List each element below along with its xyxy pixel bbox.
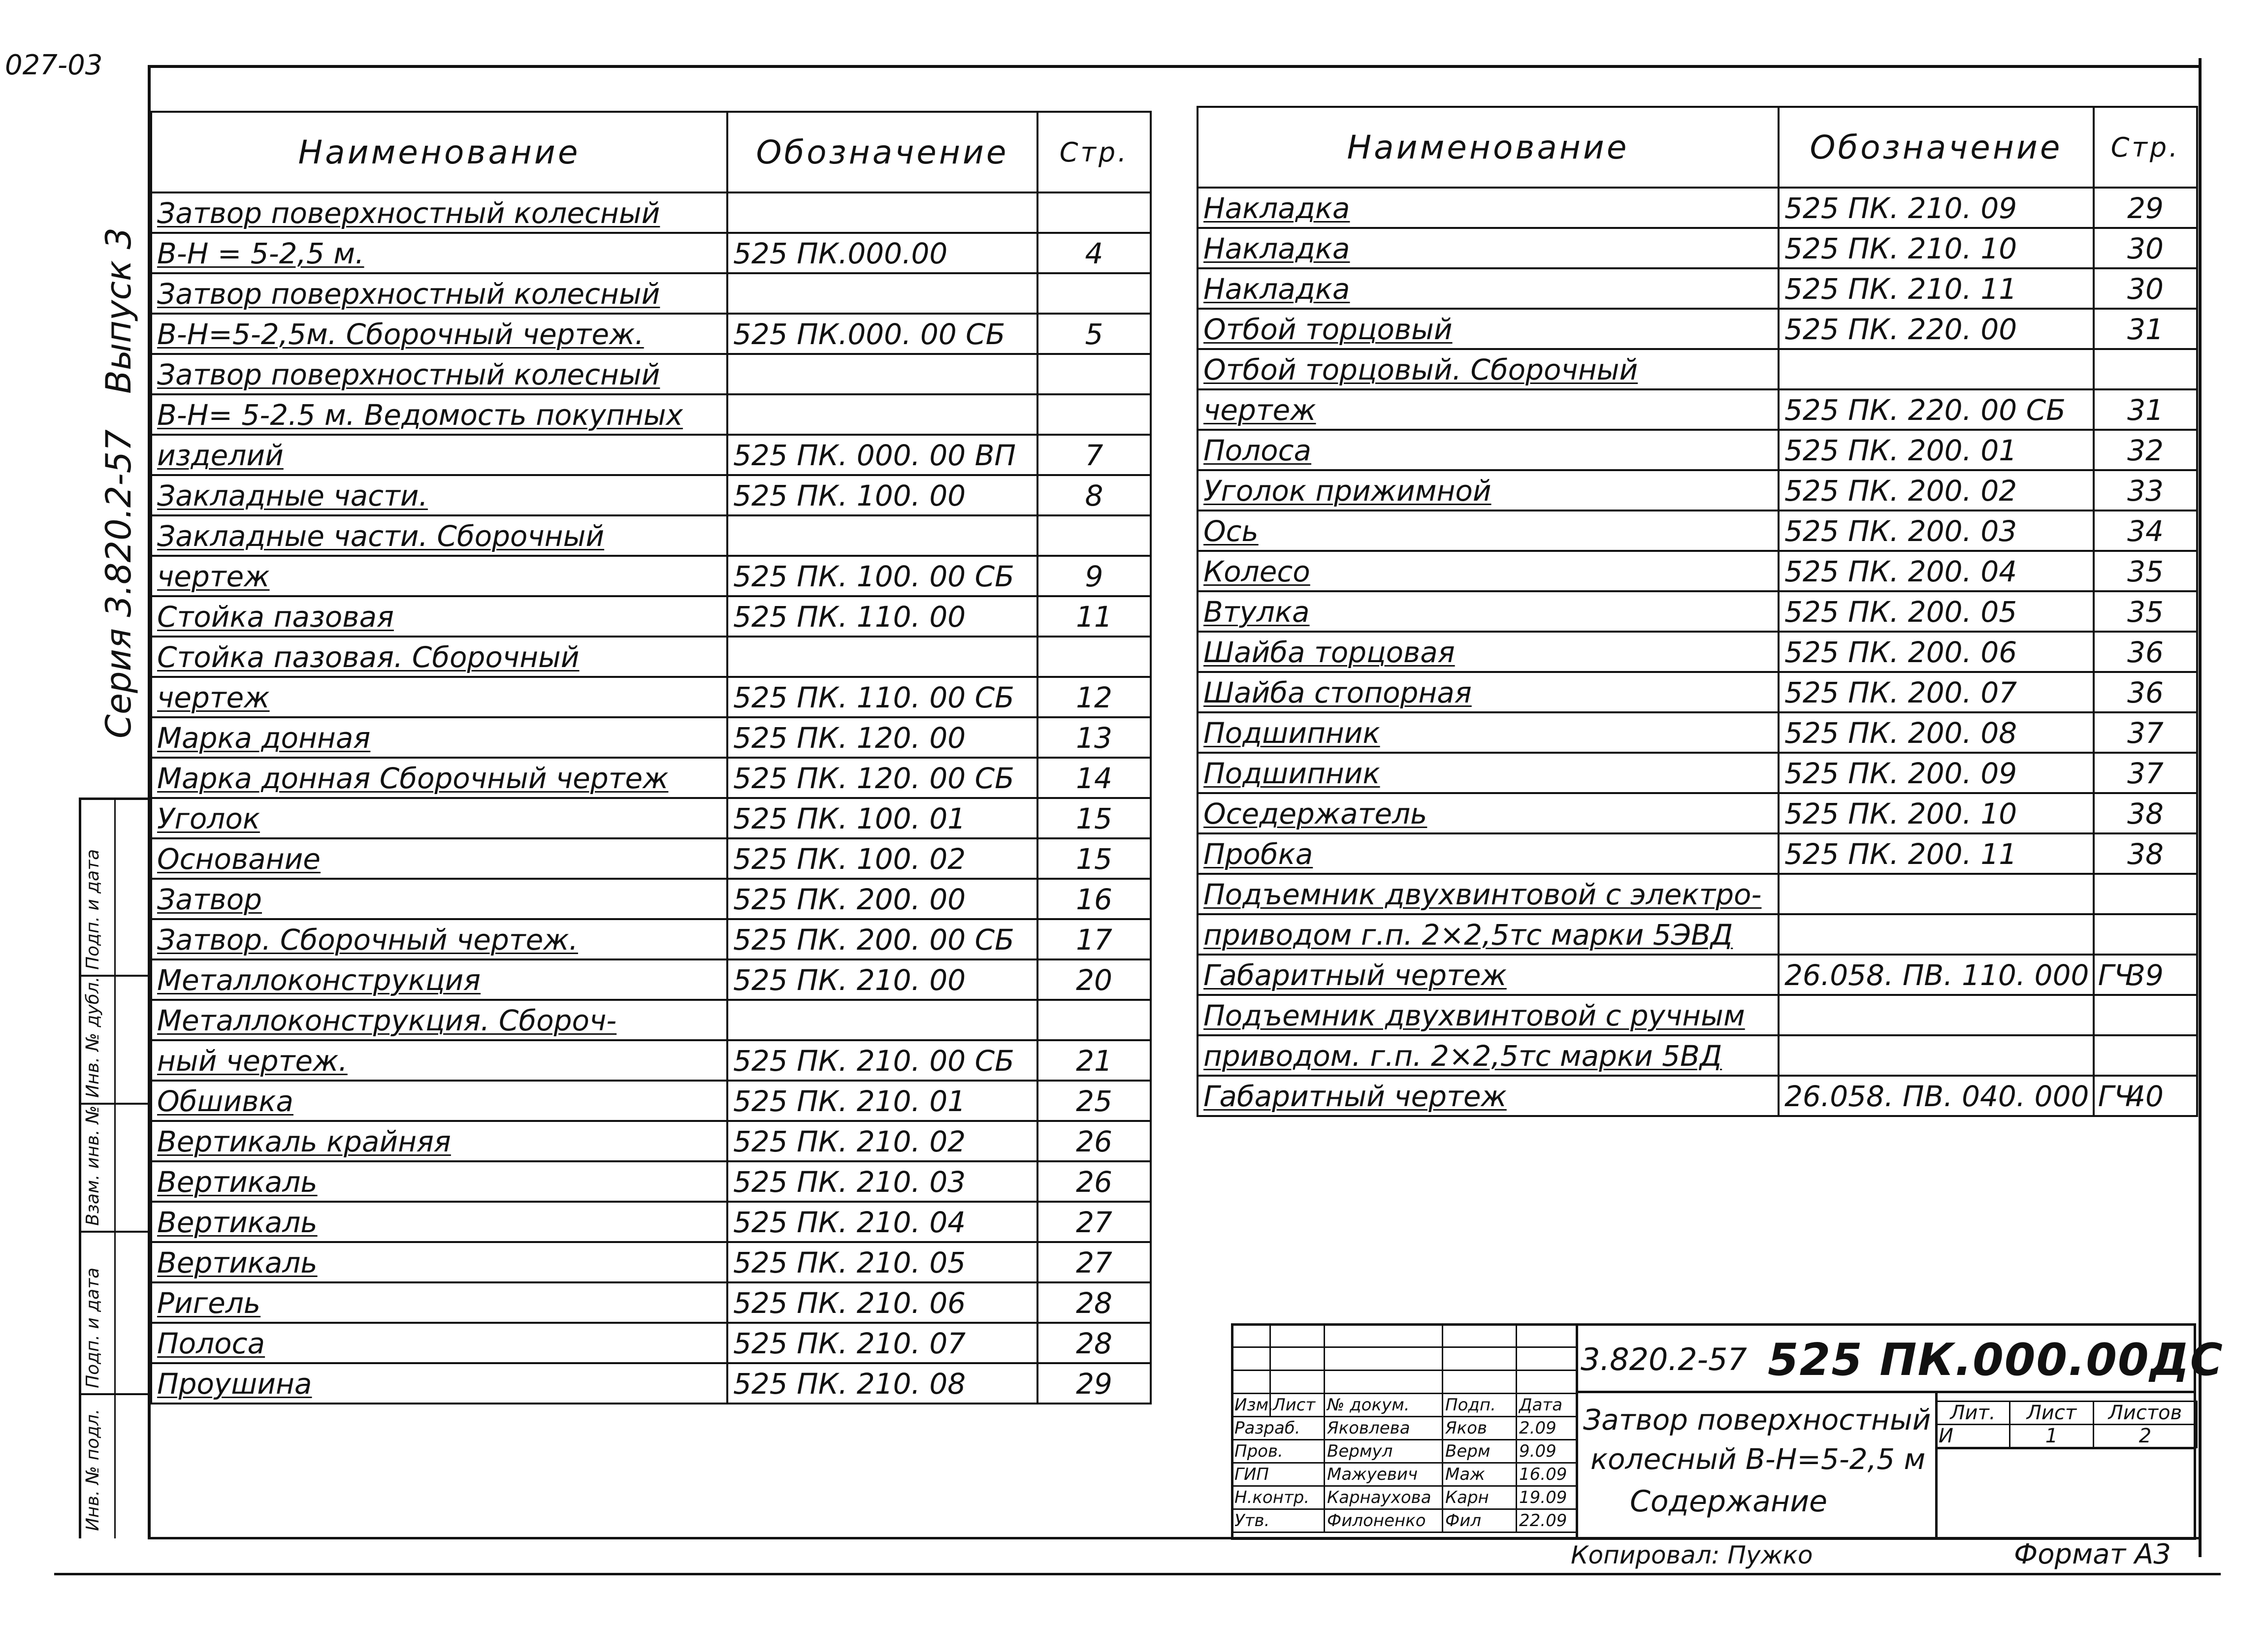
table-row bbox=[151, 798, 1151, 838]
stamp-date: 9.09 bbox=[1517, 1440, 1577, 1463]
series-code: 3.820.2-57 bbox=[1581, 1341, 1747, 1377]
row-name: Подъемник двухвинтовой с электро- bbox=[1198, 874, 1779, 914]
stamp-signature: Верм bbox=[1443, 1440, 1517, 1463]
row-name: Вертикаль крайняя bbox=[151, 1121, 727, 1161]
row-designation: 525 ПК. 200. 06 bbox=[1779, 632, 2094, 672]
row-name: Вертикаль bbox=[151, 1242, 727, 1282]
stamp-col-header: Подп. bbox=[1443, 1394, 1517, 1417]
row-page bbox=[1037, 354, 1151, 394]
table-row bbox=[151, 192, 1151, 233]
row-name: Пробка bbox=[1198, 833, 1779, 874]
row-name: Обшивка bbox=[151, 1081, 727, 1121]
row-designation bbox=[727, 273, 1037, 314]
sheets-value: 2 bbox=[2094, 1425, 2197, 1448]
table-row bbox=[151, 637, 1151, 677]
table-row bbox=[151, 677, 1151, 717]
table-row bbox=[1198, 268, 2197, 309]
table-row bbox=[1198, 228, 2197, 268]
title-divider-v bbox=[1576, 1323, 1578, 1540]
table-row bbox=[151, 1202, 1151, 1242]
stamp-col-header: Дата bbox=[1517, 1394, 1577, 1417]
table-row bbox=[1198, 833, 2197, 874]
sheet-info-grid bbox=[1935, 1401, 2198, 1448]
table-row bbox=[1198, 632, 2197, 672]
table-row bbox=[1198, 753, 2197, 793]
row-designation: 525 ПК. 210. 11 bbox=[1779, 268, 2094, 309]
row-name: Подъемник двухвинтовой с ручным bbox=[1198, 995, 1779, 1035]
table-row bbox=[151, 959, 1151, 1000]
lit-label: Лит. bbox=[1936, 1402, 2010, 1425]
row-name: Подшипник bbox=[1198, 753, 1779, 793]
table-row bbox=[1198, 712, 2197, 753]
row-designation bbox=[1779, 874, 2094, 914]
row-designation: 525 ПК. 100. 02 bbox=[727, 838, 1037, 879]
row-page: 27 bbox=[1037, 1242, 1151, 1282]
row-page: 15 bbox=[1037, 798, 1151, 838]
row-name: Ось bbox=[1198, 511, 1779, 551]
row-designation: 26.058. ПВ. 040. 000 ГЧ bbox=[1779, 1076, 2094, 1116]
header-page: Стр. bbox=[2094, 107, 2197, 188]
row-name: Колесо bbox=[1198, 551, 1779, 591]
row-page: 36 bbox=[2094, 672, 2197, 712]
row-designation: 525 ПК. 210. 07 bbox=[727, 1323, 1037, 1363]
table-row bbox=[151, 1323, 1151, 1363]
side-stamp-cell: Подп. и дата bbox=[83, 849, 103, 970]
row-designation: 525 ПК. 210. 06 bbox=[727, 1282, 1037, 1323]
table-row bbox=[151, 1363, 1151, 1404]
title-line-1: Затвор поверхностный bbox=[1583, 1403, 1931, 1436]
row-designation: 525 ПК. 200. 03 bbox=[1779, 511, 2094, 551]
frame-top bbox=[148, 65, 2201, 68]
row-page: 34 bbox=[2094, 511, 2197, 551]
row-name: Затвор. Сборочный чертеж. bbox=[151, 919, 727, 959]
row-designation: 525 ПК. 200. 04 bbox=[1779, 551, 2094, 591]
row-designation: 525 ПК. 210. 02 bbox=[727, 1121, 1037, 1161]
row-name: Закладные части. bbox=[151, 475, 727, 515]
row-name: приводом г.п. 2×2,5тс марки 5ЭВД bbox=[1198, 914, 1779, 955]
row-name: В-Н = 5-2,5 м. bbox=[151, 233, 727, 273]
row-page bbox=[2094, 349, 2197, 389]
row-designation bbox=[1779, 349, 2094, 389]
table-header-row bbox=[151, 112, 1151, 192]
row-page bbox=[2094, 1035, 2197, 1076]
row-name: Металлоконструкция bbox=[151, 959, 727, 1000]
row-page: 21 bbox=[1037, 1040, 1151, 1081]
row-name: Полоса bbox=[1198, 430, 1779, 470]
table-row bbox=[1198, 874, 2197, 914]
stamp-header-row bbox=[1232, 1394, 1577, 1417]
row-page: 31 bbox=[2094, 389, 2197, 430]
row-designation: 525 ПК. 210. 04 bbox=[727, 1202, 1037, 1242]
row-designation: 525 ПК. 210. 00 bbox=[727, 959, 1037, 1000]
row-designation bbox=[1779, 1035, 2094, 1076]
table-row bbox=[1198, 470, 2197, 511]
row-page: 4 bbox=[1037, 233, 1151, 273]
row-designation bbox=[727, 637, 1037, 677]
table-row bbox=[1198, 349, 2197, 389]
row-designation: 525 ПК. 200. 09 bbox=[1779, 753, 2094, 793]
row-name: Габаритный чертеж bbox=[1198, 1076, 1779, 1116]
row-designation: 525 ПК. 210. 01 bbox=[727, 1081, 1037, 1121]
stamp-person-name: Мажуевич bbox=[1325, 1463, 1443, 1486]
row-page: 38 bbox=[2094, 833, 2197, 874]
stamp-person-name: Яковлева bbox=[1325, 1417, 1443, 1440]
row-page: 33 bbox=[2094, 470, 2197, 511]
table-row bbox=[151, 596, 1151, 637]
table-row bbox=[1198, 955, 2197, 995]
row-page: 40 bbox=[2094, 1076, 2197, 1116]
row-page: 29 bbox=[2094, 188, 2197, 228]
row-name: чертеж bbox=[151, 556, 727, 596]
header-designation: Обозначение bbox=[1779, 107, 2094, 188]
table-row bbox=[1198, 309, 2197, 349]
header-name: Наименование bbox=[151, 112, 727, 192]
row-name: В-Н=5-2,5м. Сборочный чертеж. bbox=[151, 314, 727, 354]
row-page bbox=[2094, 914, 2197, 955]
row-page: 35 bbox=[2094, 551, 2197, 591]
stamp-date: 22.09 bbox=[1517, 1509, 1577, 1532]
signature-grid bbox=[1231, 1323, 1577, 1533]
table-row bbox=[151, 1081, 1151, 1121]
table-row bbox=[151, 394, 1151, 435]
row-designation bbox=[1779, 995, 2094, 1035]
row-name: Шайба торцовая bbox=[1198, 632, 1779, 672]
row-designation: 525 ПК. 210. 05 bbox=[727, 1242, 1037, 1282]
row-designation bbox=[727, 515, 1037, 556]
title-divider-h bbox=[1576, 1391, 2196, 1393]
row-name: В-Н= 5-2.5 м. Ведомость покупных bbox=[151, 394, 727, 435]
row-designation: 525 ПК.000. 00 СБ bbox=[727, 314, 1037, 354]
row-designation: 525 ПК. 210. 03 bbox=[727, 1161, 1037, 1202]
table-row bbox=[151, 1161, 1151, 1202]
table-row bbox=[151, 475, 1151, 515]
row-designation: 525 ПК. 000. 00 ВП bbox=[727, 435, 1037, 475]
row-page: 28 bbox=[1037, 1323, 1151, 1363]
row-page: 7 bbox=[1037, 435, 1151, 475]
stamp-date: 2.09 bbox=[1517, 1417, 1577, 1440]
table-row bbox=[1198, 551, 2197, 591]
row-page: 12 bbox=[1037, 677, 1151, 717]
row-name: Металлоконструкция. Сбороч- bbox=[151, 1000, 727, 1040]
title-line-3: Содержание bbox=[1630, 1484, 1828, 1519]
row-designation: 525 ПК. 100. 01 bbox=[727, 798, 1037, 838]
row-page: 26 bbox=[1037, 1161, 1151, 1202]
row-page bbox=[1037, 273, 1151, 314]
row-designation bbox=[727, 394, 1037, 435]
title-line-2: колесный В-Н=5-2,5 м bbox=[1590, 1442, 1926, 1476]
row-page bbox=[1037, 515, 1151, 556]
row-designation: 525 ПК. 200. 11 bbox=[1779, 833, 2094, 874]
row-name: Затвор bbox=[151, 879, 727, 919]
stamp-signature: Яков bbox=[1443, 1417, 1517, 1440]
table-row bbox=[151, 1282, 1151, 1323]
row-page bbox=[1037, 1000, 1151, 1040]
table-row bbox=[1198, 995, 2197, 1035]
sheet-label: Лист bbox=[2010, 1402, 2094, 1425]
row-name: Оседержатель bbox=[1198, 793, 1779, 833]
row-designation: 525 ПК. 200. 08 bbox=[1779, 712, 2094, 753]
header-page: Стр. bbox=[1037, 112, 1151, 192]
stamp-signature: Карн bbox=[1443, 1486, 1517, 1509]
row-designation: 525 ПК. 200. 07 bbox=[1779, 672, 2094, 712]
row-designation: 26.058. ПВ. 110. 000 ГЧ bbox=[1779, 955, 2094, 995]
row-name: Накладка bbox=[1198, 188, 1779, 228]
sheet-code: 027-03 bbox=[5, 49, 103, 81]
row-designation: 525 ПК. 200. 00 СБ bbox=[727, 919, 1037, 959]
stamp-signature: Фил bbox=[1443, 1509, 1517, 1532]
stamp-col-header: Лист bbox=[1270, 1394, 1325, 1417]
table-row bbox=[151, 435, 1151, 475]
row-page: 20 bbox=[1037, 959, 1151, 1000]
stamp-person-name: Вермул bbox=[1325, 1440, 1443, 1463]
row-designation: 525 ПК. 220. 00 СБ bbox=[1779, 389, 2094, 430]
issue-label: Выпуск 3 bbox=[98, 227, 139, 394]
row-page bbox=[1037, 394, 1151, 435]
stamp-date: 16.09 bbox=[1517, 1463, 1577, 1486]
table-row bbox=[151, 556, 1151, 596]
row-designation: 525 ПК. 220. 00 bbox=[1779, 309, 2094, 349]
row-designation: 525 ПК. 110. 00 СБ bbox=[727, 677, 1037, 717]
row-name: изделий bbox=[151, 435, 727, 475]
row-designation: 525 ПК. 120. 00 bbox=[727, 717, 1037, 758]
row-designation: 525 ПК. 200. 01 bbox=[1779, 430, 2094, 470]
row-designation: 525 ПК. 200. 02 bbox=[1779, 470, 2094, 511]
row-name: Проушина bbox=[151, 1363, 727, 1404]
header-designation: Обозначение bbox=[727, 112, 1037, 192]
row-page: 14 bbox=[1037, 758, 1151, 798]
row-page: 13 bbox=[1037, 717, 1151, 758]
row-name: Габаритный чертеж bbox=[1198, 955, 1779, 995]
table-row bbox=[151, 919, 1151, 959]
stamp-role: Разраб. bbox=[1232, 1417, 1325, 1440]
table-row bbox=[151, 717, 1151, 758]
side-strip-left bbox=[79, 798, 81, 1538]
row-page: 5 bbox=[1037, 314, 1151, 354]
table-row bbox=[1198, 793, 2197, 833]
row-name: Вертикаль bbox=[151, 1202, 727, 1242]
row-page bbox=[2094, 995, 2197, 1035]
table-row bbox=[151, 515, 1151, 556]
row-name: Втулка bbox=[1198, 591, 1779, 632]
row-name: Накладка bbox=[1198, 228, 1779, 268]
row-page: 30 bbox=[2094, 268, 2197, 309]
stamp-col-header: № докум. bbox=[1325, 1394, 1443, 1417]
stamp-role: Утв. bbox=[1232, 1509, 1325, 1532]
row-page: 29 bbox=[1037, 1363, 1151, 1404]
row-name: Ригель bbox=[151, 1282, 727, 1323]
table-row bbox=[151, 233, 1151, 273]
side-stamp-cell: Взам. инв. № bbox=[83, 1105, 103, 1226]
row-name: Подшипник bbox=[1198, 712, 1779, 753]
row-designation: 525 ПК. 200. 05 bbox=[1779, 591, 2094, 632]
table-row bbox=[1198, 591, 2197, 632]
row-name: Стойка пазовая bbox=[151, 596, 727, 637]
row-name: Отбой торцовый bbox=[1198, 309, 1779, 349]
row-designation bbox=[1779, 914, 2094, 955]
row-name: приводом. г.п. 2×2,5тс марки 5ВД bbox=[1198, 1035, 1779, 1076]
stamp-role: Пров. bbox=[1232, 1440, 1325, 1463]
stamp-signature: Маж bbox=[1443, 1463, 1517, 1486]
lit-value: И bbox=[1936, 1425, 2010, 1448]
row-page: 32 bbox=[2094, 430, 2197, 470]
stamp-person-row bbox=[1232, 1463, 1577, 1486]
row-name: Вертикаль bbox=[151, 1161, 727, 1202]
row-designation: 525 ПК. 200. 10 bbox=[1779, 793, 2094, 833]
side-stamp-cell: Инв. № дубл. bbox=[83, 976, 103, 1098]
contents-table-left bbox=[150, 111, 1152, 1405]
row-name: ный чертеж. bbox=[151, 1040, 727, 1081]
row-page: 28 bbox=[1037, 1282, 1151, 1323]
table-row bbox=[151, 838, 1151, 879]
stamp-person-row bbox=[1232, 1509, 1577, 1532]
row-name: Затвор поверхностный колесный bbox=[151, 192, 727, 233]
table-row bbox=[151, 758, 1151, 798]
table-row bbox=[151, 1121, 1151, 1161]
row-page: 37 bbox=[2094, 753, 2197, 793]
table-row bbox=[1198, 672, 2197, 712]
row-name: чертеж bbox=[1198, 389, 1779, 430]
stamp-person-row bbox=[1232, 1486, 1577, 1509]
sheet-value: 1 bbox=[2010, 1425, 2094, 1448]
side-stamp-cell: Инв. № подл. bbox=[83, 1408, 103, 1531]
row-page: 31 bbox=[2094, 309, 2197, 349]
paper-format: Формат А3 bbox=[2014, 1538, 2171, 1570]
stamp-role: Н.контр. bbox=[1232, 1486, 1325, 1509]
row-name: чертеж bbox=[151, 677, 727, 717]
row-name: Отбой торцовый. Сборочный bbox=[1198, 349, 1779, 389]
row-page: 9 bbox=[1037, 556, 1151, 596]
table-row bbox=[1198, 914, 2197, 955]
row-designation bbox=[727, 192, 1037, 233]
row-designation bbox=[727, 354, 1037, 394]
stamp-person-name: Карнаухова bbox=[1325, 1486, 1443, 1509]
document-code: 525 ПК.000.00ДС bbox=[1768, 1334, 2224, 1386]
row-name: Уголок bbox=[151, 798, 727, 838]
row-name: Марка донная bbox=[151, 717, 727, 758]
row-designation: 525 ПК. 200. 00 bbox=[727, 879, 1037, 919]
row-page: 27 bbox=[1037, 1202, 1151, 1242]
row-designation: 525 ПК. 210. 10 bbox=[1779, 228, 2094, 268]
table-row bbox=[151, 273, 1151, 314]
row-page: 35 bbox=[2094, 591, 2197, 632]
row-name: Шайба стопорная bbox=[1198, 672, 1779, 712]
table-row bbox=[1198, 389, 2197, 430]
row-page bbox=[2094, 874, 2197, 914]
stamp-role: ГИП bbox=[1232, 1463, 1325, 1486]
table-row bbox=[1198, 188, 2197, 228]
table-row bbox=[1198, 1076, 2197, 1116]
row-designation: 525 ПК. 120. 00 СБ bbox=[727, 758, 1037, 798]
row-page: 37 bbox=[2094, 712, 2197, 753]
row-designation: 525 ПК. 210. 09 bbox=[1779, 188, 2094, 228]
row-page bbox=[1037, 637, 1151, 677]
row-name: Марка донная Сборочный чертеж bbox=[151, 758, 727, 798]
table-row bbox=[1198, 430, 2197, 470]
table-header-row bbox=[1198, 107, 2197, 188]
table-row bbox=[1198, 1035, 2197, 1076]
stamp-person-row bbox=[1232, 1417, 1577, 1440]
copied-by: Копировал: Пужко bbox=[1571, 1541, 1813, 1569]
table-row bbox=[151, 354, 1151, 394]
row-page: 38 bbox=[2094, 793, 2197, 833]
row-page: 8 bbox=[1037, 475, 1151, 515]
row-designation: 525 ПК. 100. 00 bbox=[727, 475, 1037, 515]
table-row bbox=[151, 314, 1151, 354]
row-name: Уголок прижимной bbox=[1198, 470, 1779, 511]
row-name: Накладка bbox=[1198, 268, 1779, 309]
side-strip-mid bbox=[114, 798, 116, 1538]
row-page: 11 bbox=[1037, 596, 1151, 637]
stamp-person-name: Филоненко bbox=[1325, 1509, 1443, 1532]
stamp-date: 19.09 bbox=[1517, 1486, 1577, 1509]
row-page bbox=[1037, 192, 1151, 233]
row-name: Затвор поверхностный колесный bbox=[151, 273, 727, 314]
row-designation: 525 ПК. 210. 00 СБ bbox=[727, 1040, 1037, 1081]
row-designation: 525 ПК.000.00 bbox=[727, 233, 1037, 273]
row-page: 39 bbox=[2094, 955, 2197, 995]
row-name: Затвор поверхностный колесный bbox=[151, 354, 727, 394]
header-name: Наименование bbox=[1198, 107, 1779, 188]
row-page: 30 bbox=[2094, 228, 2197, 268]
stamp-col-header: Изм. bbox=[1232, 1394, 1270, 1417]
table-row bbox=[151, 879, 1151, 919]
row-name: Стойка пазовая. Сборочный bbox=[151, 637, 727, 677]
row-designation: 525 ПК. 110. 00 bbox=[727, 596, 1037, 637]
sheet-bottom-rule bbox=[54, 1573, 2221, 1575]
row-page: 17 bbox=[1037, 919, 1151, 959]
row-name: Полоса bbox=[151, 1323, 727, 1363]
row-designation: 525 ПК. 210. 08 bbox=[727, 1363, 1037, 1404]
sheets-label: Листов bbox=[2094, 1402, 2197, 1425]
table-row bbox=[151, 1040, 1151, 1081]
row-page: 26 bbox=[1037, 1121, 1151, 1161]
series-label: Серия 3.820.2-57 bbox=[98, 429, 139, 738]
row-page: 16 bbox=[1037, 879, 1151, 919]
stamp-person-row bbox=[1232, 1440, 1577, 1463]
row-page: 25 bbox=[1037, 1081, 1151, 1121]
table-row bbox=[151, 1242, 1151, 1282]
frame-right bbox=[2199, 58, 2202, 1557]
row-designation bbox=[727, 1000, 1037, 1040]
row-page: 36 bbox=[2094, 632, 2197, 672]
row-name: Основание bbox=[151, 838, 727, 879]
table-row bbox=[151, 1000, 1151, 1040]
table-row bbox=[1198, 511, 2197, 551]
contents-table-right bbox=[1197, 106, 2198, 1117]
row-page: 15 bbox=[1037, 838, 1151, 879]
row-designation: 525 ПК. 100. 00 СБ bbox=[727, 556, 1037, 596]
side-stamp-cell: Подп. и дата bbox=[83, 1267, 103, 1388]
row-name: Закладные части. Сборочный bbox=[151, 515, 727, 556]
